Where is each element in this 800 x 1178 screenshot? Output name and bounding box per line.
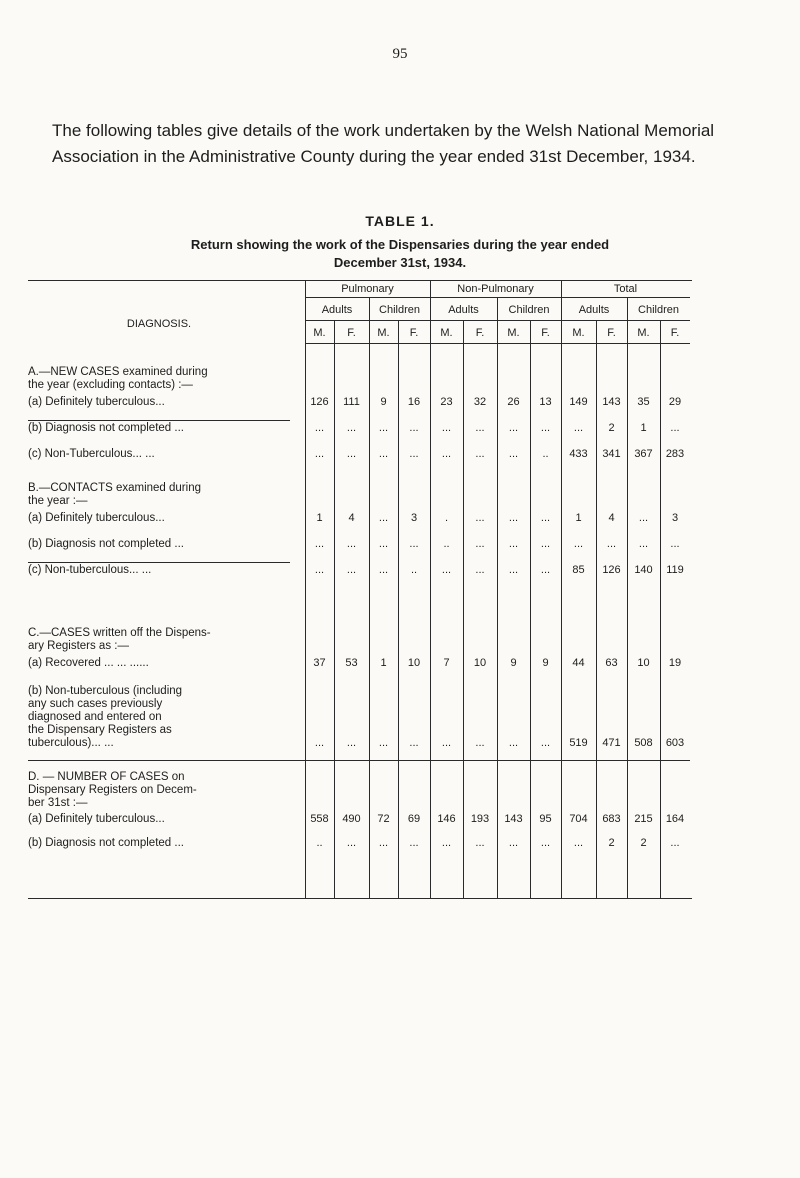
table-cell: 119: [666, 564, 684, 576]
table-cell: ...: [378, 737, 389, 749]
table-cell: ...: [540, 564, 551, 576]
table-cell: ...: [441, 837, 452, 849]
male-header: M.: [637, 327, 650, 339]
row-label: [28, 813, 290, 826]
total-header: Total: [613, 283, 638, 295]
row-label: [28, 724, 290, 737]
table-cell: 7: [443, 657, 450, 669]
table-cell: ...: [508, 737, 519, 749]
table-label: TABLE 1.: [365, 213, 435, 229]
table-cell: ...: [475, 837, 485, 849]
table-cell: 69: [407, 813, 421, 825]
row-label-text: (b) Non-tuberculous (including: [28, 685, 183, 697]
table-cell: 10: [473, 657, 487, 669]
table-cell: .: [444, 512, 449, 524]
column-rule: [430, 280, 431, 898]
row-label-leader: ... ...: [132, 448, 155, 460]
row-label: [28, 564, 290, 577]
table-cell: ...: [409, 837, 419, 849]
row-label-text: (a) Definitely tuberculous: [28, 512, 156, 524]
table-heading-date: December 31st, 1934.: [333, 255, 467, 270]
table-cell: ...: [409, 448, 419, 460]
row-label: [28, 657, 290, 670]
table-cell: 143: [504, 813, 523, 825]
table-cell: 9: [380, 396, 387, 408]
table-cell: 95: [539, 813, 552, 825]
female-header: F.: [409, 327, 419, 339]
table-cell: 35: [637, 396, 650, 408]
table-cell: ...: [573, 538, 584, 550]
table-cell: 143: [602, 396, 621, 408]
table-cell: 72: [377, 813, 390, 825]
table-cell: 146: [437, 813, 456, 825]
table-cell: 44: [572, 657, 585, 669]
table-cell: ..: [316, 837, 323, 849]
female-header: F.: [670, 327, 680, 339]
table-cell: ...: [409, 737, 419, 749]
table-cell: 85: [572, 564, 585, 576]
table-cell: 508: [634, 737, 653, 749]
section-title: D. — NUMBER OF CASES on: [28, 771, 185, 783]
table-cell: ...: [508, 564, 519, 576]
male-header: M.: [377, 327, 390, 339]
table-cell: ...: [475, 737, 485, 749]
row-label-text: (a) Definitely tuberculous: [28, 813, 156, 825]
table-cell: 9: [542, 657, 549, 669]
table-cell: 63: [605, 657, 618, 669]
table-cell: ...: [441, 737, 452, 749]
table-cell: ...: [378, 837, 389, 849]
table-cell: 9: [510, 657, 517, 669]
table-cell: 367: [634, 448, 653, 460]
male-header: M.: [440, 327, 453, 339]
table-cell: ...: [508, 448, 519, 460]
table-cell: ...: [508, 538, 519, 550]
table-cell: ...: [441, 564, 452, 576]
row-label-text: (a) Definitely tuberculous: [28, 396, 156, 408]
table-cell: 704: [569, 813, 588, 825]
female-header: F.: [541, 327, 550, 339]
table-cell: ...: [346, 837, 357, 849]
table-cell: ...: [475, 512, 485, 524]
table-cell: ..: [410, 564, 418, 576]
table-cell: 2: [608, 837, 615, 849]
table-cell: ...: [346, 737, 357, 749]
table-cell: ...: [346, 448, 357, 460]
table-cell: 2: [640, 837, 647, 849]
table-cell: ...: [346, 538, 357, 550]
row-label-leader: ...: [155, 396, 165, 408]
table-cell: 519: [569, 737, 588, 749]
children-header: Children: [508, 304, 550, 316]
table-cell: 215: [634, 813, 653, 825]
table-cell: ...: [346, 422, 357, 434]
row-label: [28, 837, 290, 850]
female-header: F.: [607, 327, 616, 339]
table-cell: 23: [440, 396, 453, 408]
section-title: ary Registers as :—: [28, 640, 129, 652]
non-pulmonary-header: Non-Pulmonary: [457, 283, 534, 295]
table-cell: ...: [378, 422, 389, 434]
row-label-leader: ...: [155, 512, 165, 524]
row-label: [28, 538, 290, 551]
table-cell: ...: [314, 737, 325, 749]
table-cell: ...: [409, 538, 419, 550]
table-cell: ...: [409, 422, 419, 434]
row-label-leader: ...: [139, 657, 149, 669]
section-title: C.—CASES written off the Dispens-: [28, 627, 211, 639]
table-cell: ...: [508, 837, 519, 849]
table-cell: ..: [542, 448, 549, 460]
table-cell: 111: [343, 396, 360, 408]
table-cell: ...: [441, 448, 452, 460]
children-header: Children: [379, 304, 420, 316]
row-label-leader: ...: [155, 813, 165, 825]
table-cell: 32: [473, 396, 487, 408]
table-cell: ...: [378, 564, 389, 576]
section-rule: [28, 760, 690, 761]
table-cell: ...: [540, 837, 551, 849]
table-cell: ...: [540, 512, 551, 524]
table-cell: 471: [602, 737, 621, 749]
table-cell: 683: [602, 813, 621, 825]
table-cell: ...: [606, 538, 617, 550]
table-cell: 3: [410, 512, 418, 524]
male-header: M.: [507, 327, 520, 339]
column-rule: [561, 280, 562, 898]
table-cell: 16: [407, 396, 421, 408]
table-cell: 29: [668, 396, 682, 408]
table-cell: ...: [378, 512, 389, 524]
section-title: the year (excluding contacts) :—: [28, 379, 193, 391]
table-cell: 126: [310, 396, 329, 408]
table-cell: 53: [345, 657, 358, 669]
table-cell: 603: [665, 737, 685, 749]
female-header: F.: [347, 327, 356, 339]
table-cell: ...: [475, 538, 485, 550]
table-cell: 164: [665, 813, 685, 825]
table-cell: 433: [569, 448, 588, 460]
table-cell: ...: [378, 448, 389, 460]
table-cell: 19: [668, 657, 682, 669]
table-cell: 1: [380, 657, 387, 669]
table-cell: ...: [314, 422, 325, 434]
table-cell: ..: [443, 538, 450, 550]
row-label: [28, 512, 290, 525]
table-cell: 558: [310, 813, 329, 825]
table-cell: ...: [638, 512, 649, 524]
table-cell: ...: [314, 564, 325, 576]
section-title: ber 31st :—: [28, 797, 88, 809]
row-label-text: tuberculous): [28, 737, 92, 749]
row-label-text: the Dispensary Registers as: [28, 724, 172, 736]
row-label-text: (b) Diagnosis not completed ...: [28, 538, 184, 550]
table-cell: ...: [573, 422, 584, 434]
table-cell: ...: [441, 422, 452, 434]
diagnosis-column-rule: [305, 280, 306, 898]
table-cell: 4: [348, 512, 355, 524]
row-label-text: (b) Diagnosis not completed ...: [28, 422, 184, 434]
table-cell: ...: [508, 512, 519, 524]
section-rule: [28, 562, 290, 563]
table-cell: 26: [507, 396, 520, 408]
table-cell: 1: [575, 512, 582, 524]
page-number: 95: [392, 46, 408, 62]
row-label: [28, 396, 290, 409]
table-cell: ...: [314, 448, 325, 460]
table-cell: 149: [569, 396, 588, 408]
row-label-text: diagnosed and entered on: [28, 711, 162, 723]
table-heading: Return showing the work of the Dispensaries during the year ended: [190, 237, 610, 252]
section-title: B.—CONTACTS examined during: [28, 482, 201, 494]
row-label-text: (c) Non-tuberculous: [28, 564, 129, 576]
table-cell: 2: [608, 422, 615, 434]
table-cell: 10: [637, 657, 650, 669]
column-rule: [497, 297, 498, 898]
table-cell: ...: [670, 837, 680, 849]
table-cell: ...: [508, 422, 519, 434]
table-cell: ...: [540, 422, 551, 434]
table-bottom-rule: [28, 898, 692, 899]
row-label-leader: ... ...: [91, 737, 114, 749]
table-cell: 283: [665, 448, 685, 460]
table-cell: 4: [608, 512, 615, 524]
column-rule: [369, 297, 370, 898]
row-label-text: (a) Recovered ... ... ...: [28, 657, 140, 669]
row-label: [28, 698, 290, 711]
row-label-text: (c) Non-Tuberculous: [28, 448, 133, 460]
table-cell: 37: [313, 657, 326, 669]
table-cell: ...: [540, 737, 551, 749]
table-top-rule: [28, 280, 692, 281]
adults-header: Adults: [448, 304, 479, 316]
table-cell: ...: [573, 837, 584, 849]
table-cell: 193: [470, 813, 490, 825]
table-cell: ...: [346, 564, 357, 576]
section-title: Dispensary Registers on Decem-: [28, 784, 197, 796]
table-cell: ...: [314, 538, 325, 550]
row-label: [28, 711, 290, 724]
table-cell: 341: [602, 448, 621, 460]
table-cell: 490: [342, 813, 361, 825]
row-label: [28, 448, 290, 461]
table-cell: 1: [640, 422, 647, 434]
adults-header: Adults: [578, 304, 610, 316]
row-label: [28, 685, 290, 698]
section-title: the year :—: [28, 495, 88, 507]
table-cell: ...: [378, 538, 389, 550]
children-header: Children: [638, 304, 679, 316]
table-cell: 126: [602, 564, 621, 576]
male-header: M.: [313, 327, 326, 339]
row-label: [28, 422, 290, 435]
row-label-text: any such cases previously: [28, 698, 163, 710]
table-cell: 3: [671, 512, 679, 524]
column-rule: [627, 297, 628, 898]
female-header: F.: [475, 327, 485, 339]
row-label-text: (b) Diagnosis not completed ...: [28, 837, 184, 849]
adults-header: Adults: [321, 304, 353, 316]
table-cell: 140: [634, 564, 653, 576]
table-cell: 10: [407, 657, 421, 669]
section-title: A.—NEW CASES examined during: [28, 366, 208, 378]
diagnosis-header: DIAGNOSIS.: [126, 318, 192, 330]
table-cell: ...: [475, 422, 485, 434]
pulmonary-header: Pulmonary: [341, 283, 394, 295]
section-rule: [28, 420, 290, 421]
table-cell: ...: [670, 538, 680, 550]
row-label: [28, 737, 290, 750]
table-cell: ...: [540, 538, 551, 550]
row-label-leader: ... ...: [128, 564, 152, 576]
table-cell: 1: [316, 512, 323, 524]
table-cell: ...: [475, 564, 485, 576]
table-cell: 13: [539, 396, 552, 408]
male-header: M.: [572, 327, 585, 339]
table-cell: ...: [638, 538, 649, 550]
intro-paragraph: The following tables give details of the work undertaken by the Welsh National Memorial Association in the Administrative County during the year ended 31st December, 1934.: [52, 121, 715, 166]
table-cell: ...: [475, 448, 485, 460]
table-cell: ...: [670, 422, 680, 434]
